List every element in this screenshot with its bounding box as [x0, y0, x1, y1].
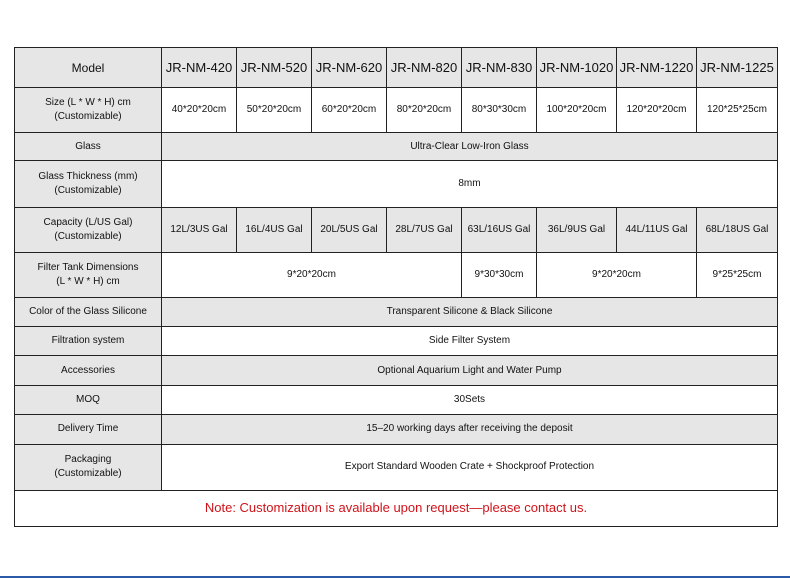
size-label-line2: (Customizable) — [54, 111, 122, 123]
capacity-label — [15, 207, 162, 252]
filtration-label: Filtration system — [15, 326, 162, 355]
header-row — [15, 48, 778, 88]
model-cell: JR-NM-830 — [462, 48, 537, 88]
note-row — [15, 490, 778, 526]
thickness-label-line1: Glass Thickness (mm) — [38, 170, 138, 182]
capacity-cell: 12L/3US Gal — [162, 207, 237, 252]
delivery-value: 15–20 working days after receiving the deposit — [162, 414, 778, 444]
packaging-value: Export Standard Wooden Crate + Shockproof Protection — [162, 445, 778, 490]
size-cell: 80*30*30cm — [462, 88, 537, 132]
capacity-cell: 20L/5US Gal — [312, 207, 387, 252]
size-cell: 100*20*20cm — [537, 88, 617, 132]
customization-note: Note: Customization is available upon request—please contact us. — [15, 490, 778, 526]
filter-tank-cell: 9*20*20cm — [162, 253, 462, 297]
size-label-line1: Size (L * W * H) cm — [45, 97, 131, 109]
packaging-row — [15, 445, 778, 490]
capacity-cell: 36L/9US Gal — [537, 207, 617, 252]
capacity-label-line1: Capacity (L/US Gal) — [43, 216, 133, 228]
moq-value: 30Sets — [162, 386, 778, 414]
size-cell: 60*20*20cm — [312, 88, 387, 132]
glass-value: Ultra-Clear Low-Iron Glass — [162, 132, 778, 160]
size-cell: 120*25*25cm — [697, 88, 778, 132]
thickness-row — [15, 161, 778, 207]
delivery-label: Delivery Time — [15, 414, 162, 444]
thickness-value: 8mm — [162, 161, 778, 207]
silicone-label: Color of the Glass Silicone — [15, 297, 162, 326]
model-header-label: Model — [15, 48, 162, 88]
glass-row — [15, 132, 778, 160]
filter-tank-label — [15, 253, 162, 297]
capacity-label-line2: (Customizable) — [54, 230, 122, 242]
filter-tank-cell: 9*25*25cm — [697, 253, 778, 297]
accessories-value: Optional Aquarium Light and Water Pump — [162, 356, 778, 386]
filter-tank-cell: 9*30*30cm — [462, 253, 537, 297]
spec-table — [14, 47, 778, 527]
packaging-label-line2: (Customizable) — [54, 468, 122, 480]
size-cell: 40*20*20cm — [162, 88, 237, 132]
filter-tank-cell: 9*20*20cm — [537, 253, 697, 297]
size-row — [15, 88, 778, 132]
model-cell: JR-NM-1225 — [697, 48, 778, 88]
accessories-label: Accessories — [15, 356, 162, 386]
filter-tank-label-line2: (L * W * H) cm — [56, 275, 120, 287]
accessories-row — [15, 356, 778, 386]
silicone-row — [15, 297, 778, 326]
model-cell: JR-NM-1220 — [617, 48, 697, 88]
filter-tank-row — [15, 253, 778, 297]
model-cell: JR-NM-520 — [237, 48, 312, 88]
model-cell: JR-NM-420 — [162, 48, 237, 88]
size-label — [15, 88, 162, 132]
delivery-row — [15, 414, 778, 444]
model-cell: JR-NM-1020 — [537, 48, 617, 88]
size-cell: 50*20*20cm — [237, 88, 312, 132]
moq-label: MOQ — [15, 386, 162, 414]
capacity-cell: 63L/16US Gal — [462, 207, 537, 252]
packaging-label-line1: Packaging — [64, 454, 112, 466]
size-cell: 80*20*20cm — [387, 88, 462, 132]
filter-tank-label-line1: Filter Tank Dimensions — [37, 261, 139, 273]
capacity-cell: 68L/18US Gal — [697, 207, 778, 252]
capacity-row — [15, 207, 778, 252]
capacity-cell: 44L/11US Gal — [617, 207, 697, 252]
filtration-row — [15, 326, 778, 355]
capacity-cell: 28L/7US Gal — [387, 207, 462, 252]
moq-row — [15, 386, 778, 414]
capacity-cell: 16L/4US Gal — [237, 207, 312, 252]
silicone-value: Transparent Silicone & Black Silicone — [162, 297, 778, 326]
model-cell: JR-NM-620 — [312, 48, 387, 88]
model-cell: JR-NM-820 — [387, 48, 462, 88]
filtration-value: Side Filter System — [162, 326, 778, 355]
thickness-label — [15, 161, 162, 207]
size-cell: 120*20*20cm — [617, 88, 697, 132]
thickness-label-line2: (Customizable) — [54, 184, 122, 196]
glass-label: Glass — [15, 132, 162, 160]
packaging-label — [15, 445, 162, 490]
